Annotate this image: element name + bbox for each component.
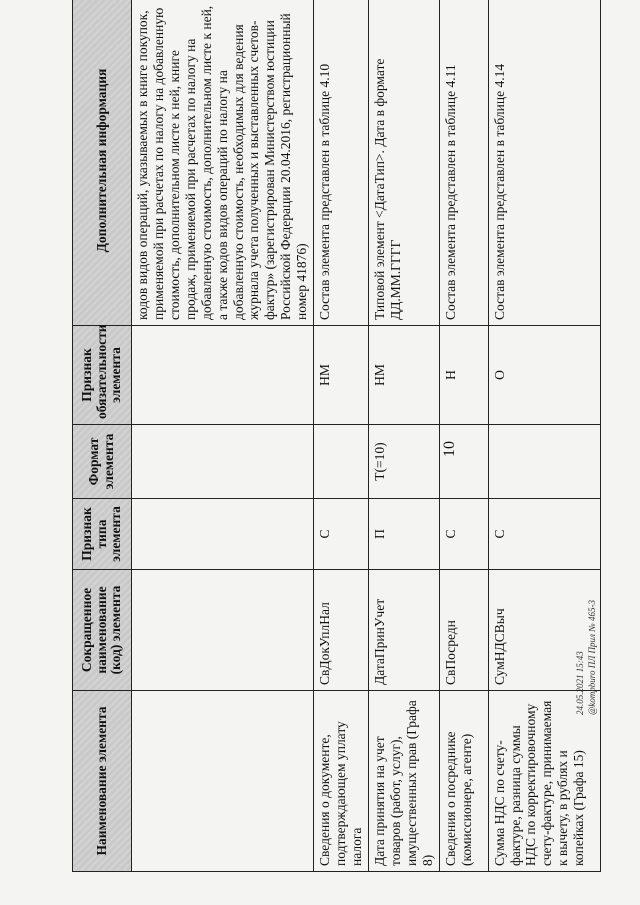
cell-code: СвПосредн: [439, 570, 488, 691]
cell-code: СумНДСВыч: [488, 570, 600, 691]
cell-type: С: [488, 499, 600, 570]
header-element-type: Признак типа элемента: [73, 499, 132, 570]
table-header-row: [73, 0, 132, 872]
cell-type: П: [368, 499, 439, 570]
elements-table: [72, 0, 601, 872]
cell-format: [439, 425, 488, 499]
cell-required: О: [488, 326, 600, 425]
table-row: [314, 0, 369, 872]
cell-name: Сумма НДС по счету-фактуре, разница суммы НДС по корректировочному счету-фактуре, принимаемая к вычету, в рублях и копейках (Графа 15): [488, 691, 600, 872]
cell-code: ДатаПринУчет: [368, 570, 439, 691]
cell-code: [132, 570, 314, 691]
header-element-code: Сокращенное наименование (код) элемента: [73, 570, 132, 691]
header-element-required: Признак обязательности элемента: [73, 326, 132, 425]
header-additional-info: Дополнительная информация: [73, 0, 132, 326]
cell-type: С: [314, 499, 369, 570]
cell-name: [132, 691, 314, 872]
cell-format: [488, 425, 600, 499]
header-element-format: Формат элемента: [73, 425, 132, 499]
cell-required: НМ: [314, 326, 369, 425]
table-row: [439, 0, 488, 872]
cell-name: Дата принятия на учет товаров (работ, услуг), имущественных прав (Графа 8): [368, 691, 439, 872]
table-row: [368, 0, 439, 872]
cell-code: СвДокУплНал: [314, 570, 369, 691]
header-element-name: Наименование элемента: [73, 691, 132, 872]
cell-required: Н: [439, 326, 488, 425]
cell-type: [132, 499, 314, 570]
page-number: 10: [441, 441, 458, 457]
cell-info: Состав элемента представлен в таблице 4.14: [488, 0, 600, 326]
table-row: [488, 0, 600, 872]
cell-info: Состав элемента представлен в таблице 4.11: [439, 0, 488, 326]
stamp-date: 24.05.2021 15:43: [575, 651, 585, 715]
cell-required: [132, 326, 314, 425]
cell-format: [132, 425, 314, 499]
cell-info: Состав элемента представлен в таблице 4.10: [314, 0, 369, 326]
cell-name: Сведения о документе, подтверждающем уплату налога: [314, 691, 369, 872]
document-stamp: [575, 600, 598, 715]
cell-required: НМ: [368, 326, 439, 425]
table-row: [132, 0, 314, 872]
cell-format: T(=10): [368, 425, 439, 499]
cell-info: Типовой элемент <ДатаТип>. Дата в формате ДД.ММ.ГГГГ: [368, 0, 439, 326]
stamp-reference: @kompburo ПЛ Прил № 465-3: [586, 600, 597, 715]
cell-type: С: [439, 499, 488, 570]
cell-name: Сведения о посреднике (комиссионере, агенте): [439, 691, 488, 872]
cell-info: кодов видов операций, указываемых в книге покупок, применяемой при расчетах по налогу на добавленную стоимость, дополнительном листе к ней, книге продаж, применяемой при расчетах по налогу на добавленную стоимость, дополнительном листе к ней, а также кодов видов операций по налогу на добавленную стоимость, необходимых для ведения журнала учета полученных и выставленных счетов-фактур» (зарегистрирован Министерством юстиции Российской Федерации 20.04.2016, регистрационный номер 41876): [132, 0, 314, 326]
cell-format: [314, 425, 369, 499]
